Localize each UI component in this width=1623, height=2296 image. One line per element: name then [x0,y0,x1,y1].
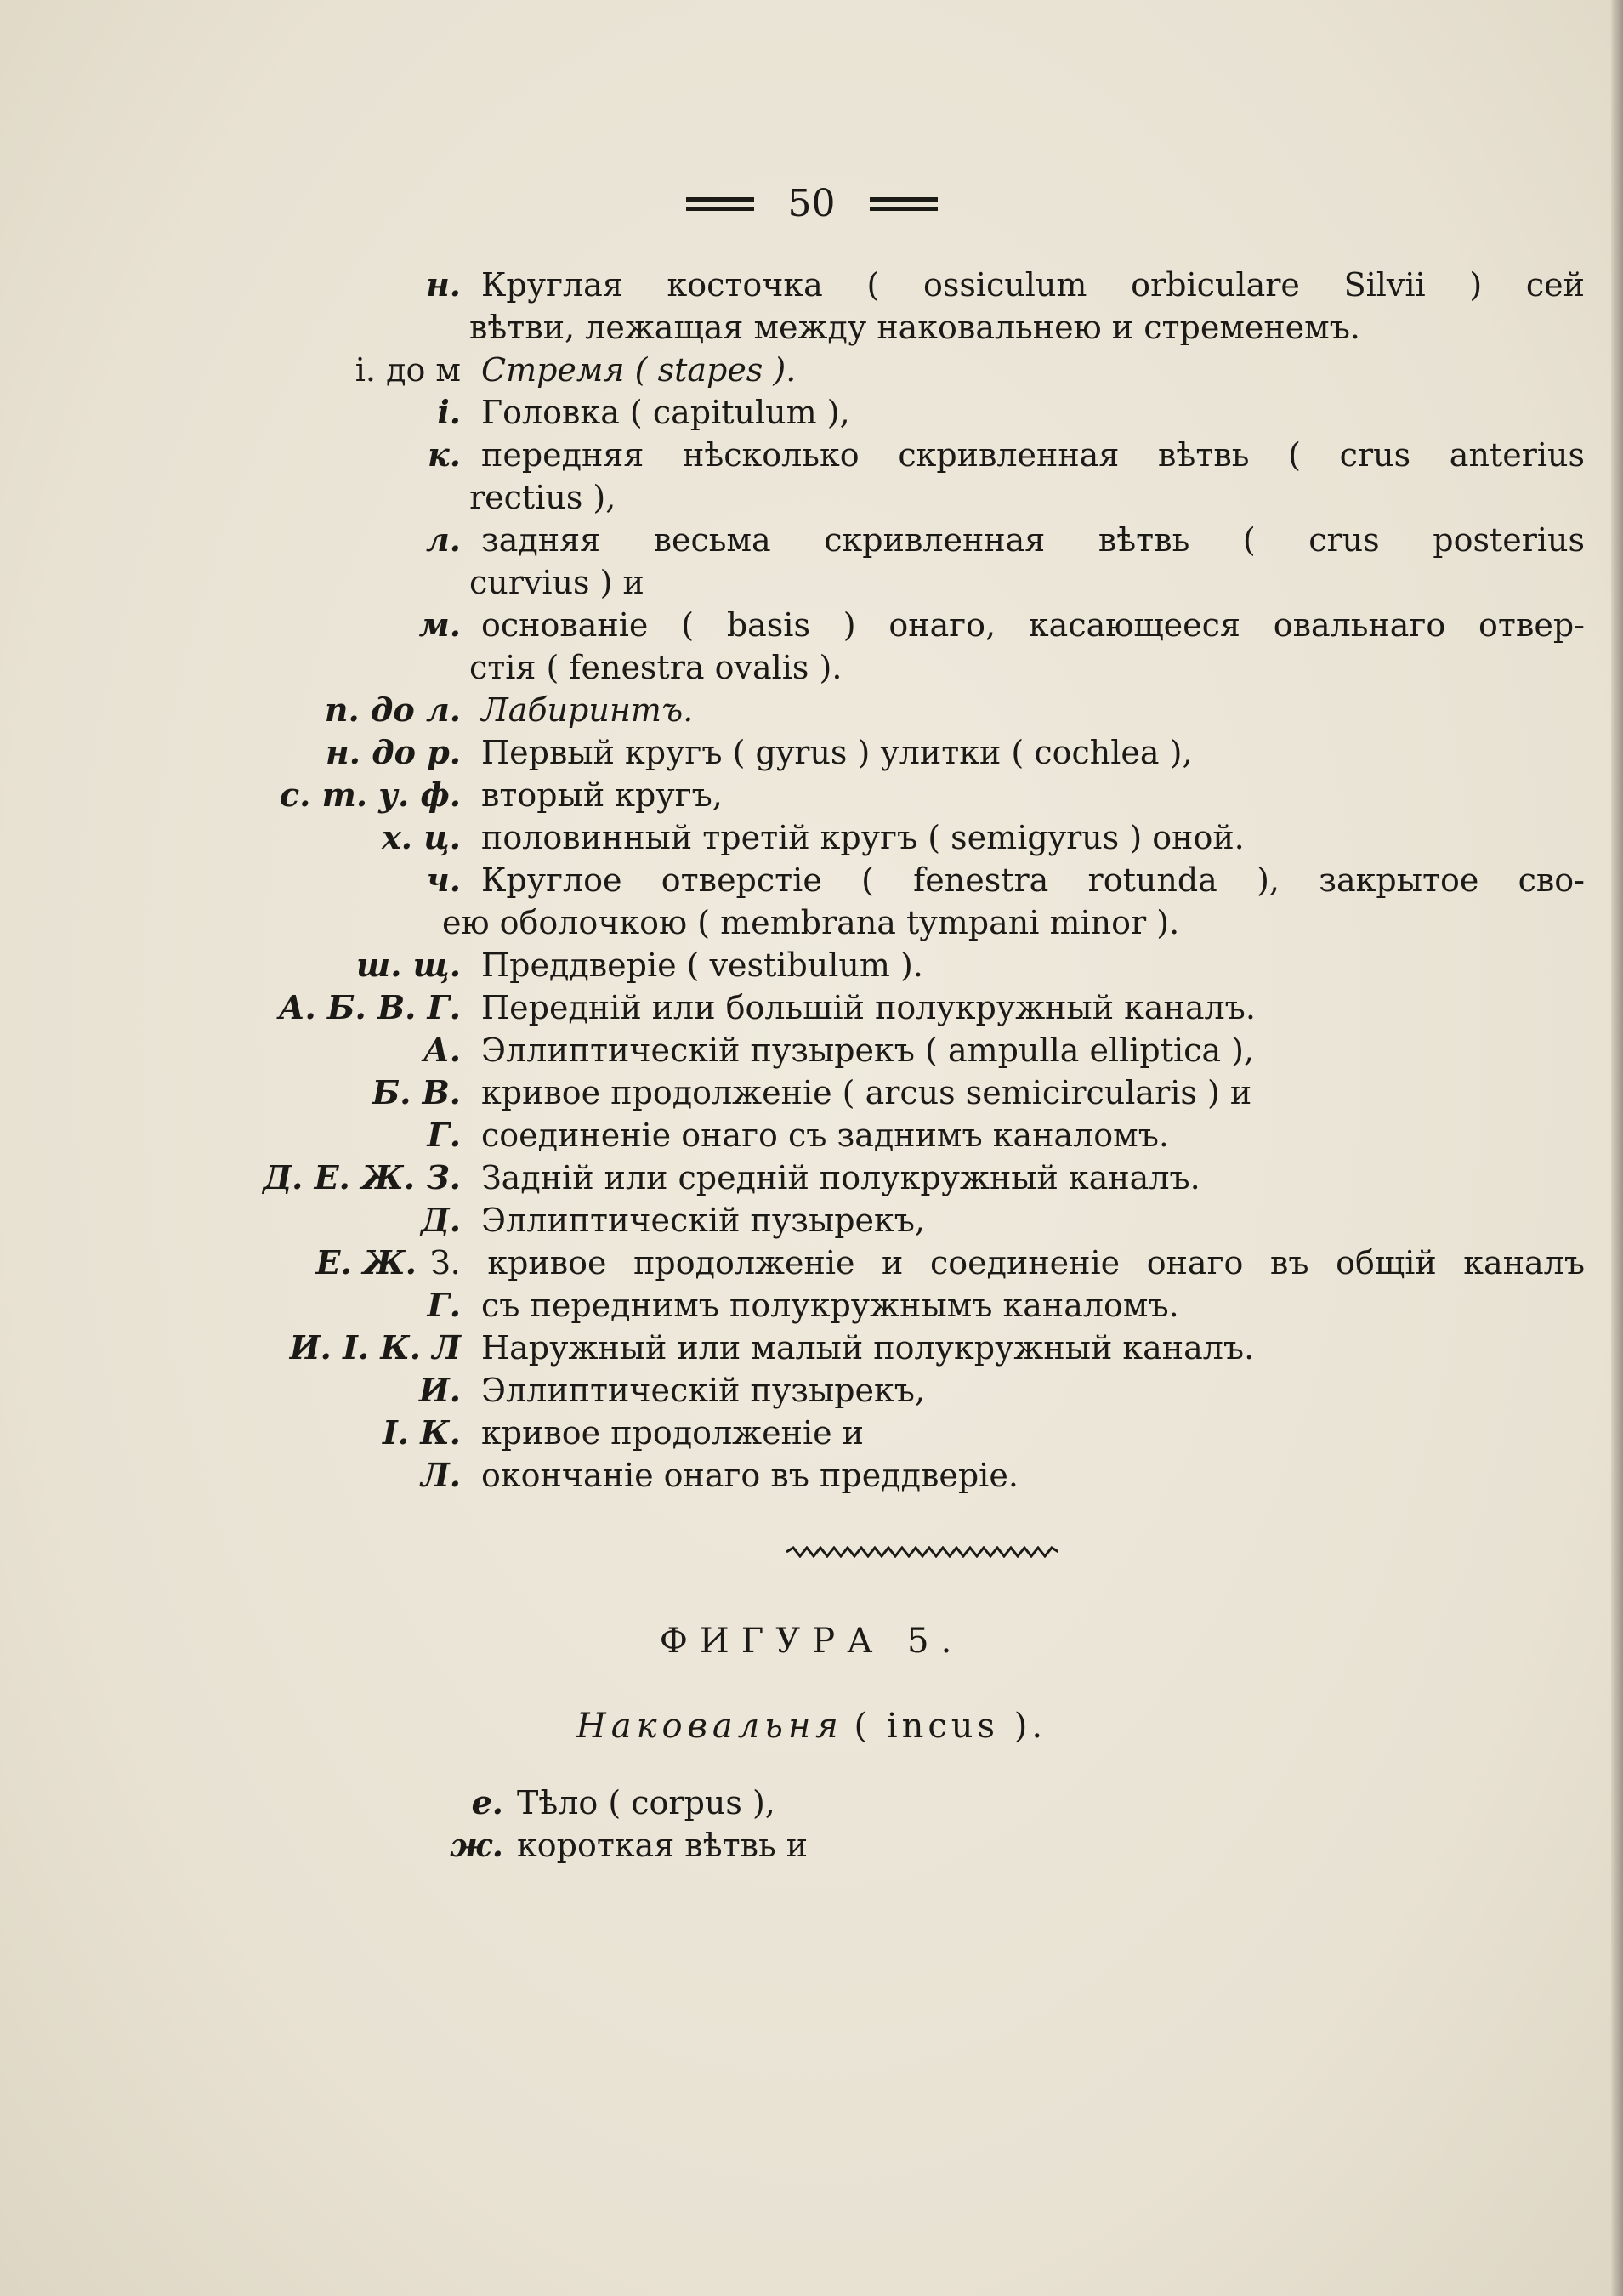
figure-label: х. ц. [382,818,461,856]
line-text: окончаніе онаго въ преддверіе. [481,1457,1019,1494]
text-line [0,774,1623,816]
line-text: Преддверіе ( vestibulum ). [481,946,923,984]
figure-label: Г. [427,1286,461,1324]
text-line [0,986,1623,1029]
line-text: З. кривое продолженіе и соединеніе онаго въ общій каналъ [430,1244,1585,1282]
figure-label: Б. В. [372,1073,461,1111]
line-text: Головка ( capitulum ), [481,394,850,431]
line-text: съ переднимъ полукружнымъ каналомъ. [481,1287,1179,1324]
text-line [0,646,1623,689]
text-line [0,1157,1623,1199]
line-text: Лабиринтъ. [481,691,694,729]
line-text: половинный третій кругъ ( semigyrus ) оной. [481,819,1245,856]
line-text: вѣтви, лежащая между наковальнею и стременемъ. [469,309,1360,346]
figure-subtitle [0,1705,1623,1748]
figure-label: Г. [427,1116,461,1154]
text-line [0,1327,1623,1369]
figure-label: Д. [420,1201,461,1239]
line-text: Круглая косточка ( ossiculum orbiculare Silvii ) сей [481,266,1585,304]
figure-label: н. [426,265,461,304]
line-text: curvius ) и [469,564,644,601]
figure-label: Л. [421,1456,461,1494]
text-line [0,1412,1623,1454]
figure-label: і. до м [355,351,461,389]
text-line [0,349,1623,391]
figure-label: е. [471,1783,503,1821]
figure-label: ч. [426,861,461,899]
figure-label: л. [425,520,461,559]
text-line [0,1782,1623,1824]
line-text: соединеніе онаго съ заднимъ каналомъ. [481,1117,1169,1154]
text-line [0,816,1623,859]
text-line [0,519,1623,561]
text-line [0,1284,1623,1327]
figure-label: И. І. К. Л [289,1328,461,1367]
line-text: задняя весьма скривленная вѣтвь ( crus posterius [481,521,1585,559]
text-line [0,434,1623,476]
line-text: Круглое отверстіе ( fenestra rotunda ), закрытое сво- [481,861,1585,899]
line-text: Эллиптическій пузырекъ ( ampulla elliptica ), [481,1031,1255,1069]
line-text: rectius ), [469,479,616,516]
line-text: Тѣло ( corpus ), [517,1784,775,1821]
line-text: Передній или большій полукружный каналъ. [481,989,1256,1026]
figure-label: н. до р. [326,733,461,771]
line-text: Эллиптическій пузырекъ, [481,1202,926,1239]
page-number: 50 [787,182,836,225]
text-line [0,1242,1623,1284]
line-text: Задній или средній полукружный каналъ. [481,1159,1200,1196]
figure-label: п. до л. [324,691,461,729]
text-line [0,604,1623,646]
line-text: короткая вѣтвь и [517,1827,809,1864]
figure-label: Д. Е. Ж. З. [263,1158,461,1196]
line-text: основаніе ( basis ) онаго, касающееся овальнаго отвер- [481,606,1585,644]
text-line [0,1071,1623,1114]
figure-label: к. [428,435,461,474]
line-text: вторый кругъ, [481,776,723,814]
line-text: ею оболочкою ( membrana tympani minor ). [442,904,1180,941]
text-line [0,1369,1623,1412]
text-line [0,1199,1623,1242]
figure-subtitle-russian: Наковальня [576,1707,843,1746]
figure-label: м. [418,605,461,644]
figure-heading: ФИГУРА 5. [659,1622,964,1661]
figure-label: с. т. у. ф. [280,776,461,814]
header-rule-left [686,197,754,211]
text-line [0,264,1623,306]
figure-subtitle-latin: ( incus ). [854,1707,1047,1746]
line-text: стія ( fenestra ovalis ). [469,649,843,686]
text-line [0,476,1623,519]
text-line [0,689,1623,731]
text-line [0,859,1623,901]
text-line [0,901,1623,944]
figure-label: І. К. [382,1413,461,1452]
figure-label: ш. щ. [356,946,461,984]
line-text: кривое продолженіе и [481,1414,865,1452]
header-rule-right [870,197,938,211]
text-line [0,944,1623,986]
page-header [0,182,1623,225]
text-line [0,1114,1623,1157]
line-text: Стремя ( stapes ). [481,351,797,389]
figure-label: Е. Ж. [315,1243,417,1282]
figure-label: А. [423,1031,461,1069]
figure-label: И. [418,1371,461,1409]
text-line [0,306,1623,349]
line-text: Первый кругъ ( gyrus ) улитки ( cochlea ), [481,734,1193,771]
figure-label: А. Б. В. Г. [278,988,461,1026]
text-line [0,731,1623,774]
text-line [0,1824,1623,1867]
line-text: передняя нѣсколько скривленная вѣтвь ( crus anterius [481,436,1585,474]
decorative-wave-divider [786,1546,1058,1558]
text-line [0,561,1623,604]
text-line [0,391,1623,434]
text-line [0,1029,1623,1071]
line-text: Эллиптическій пузырекъ, [481,1372,926,1409]
text-line [0,1454,1623,1497]
figure-label: ж. [450,1826,503,1864]
figure-label: і. [437,393,461,431]
line-text: кривое продолженіе ( arcus semicircularis ) и [481,1074,1252,1111]
line-text: Наружный или малый полукружный каналъ. [481,1329,1255,1367]
